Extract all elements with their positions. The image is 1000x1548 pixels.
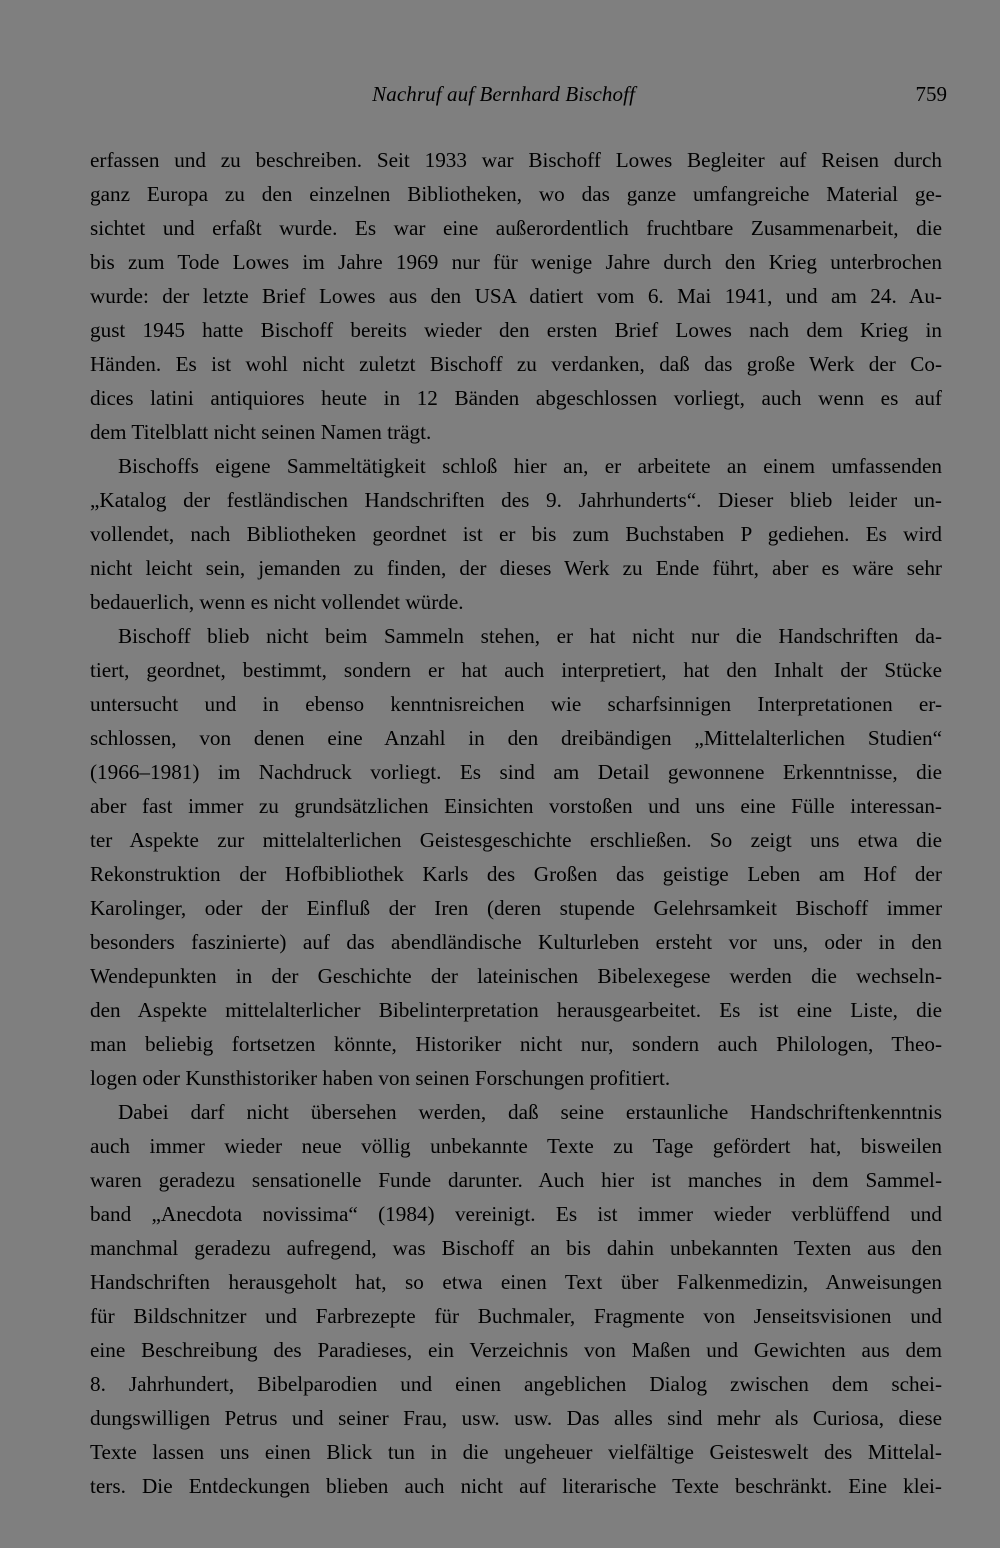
- text-line: vollendet, nach Bibliotheken geordnet ist er bis zum Buchstaben P gediehen. Es wird: [90, 522, 942, 546]
- text-line: Dabei darf nicht übersehen werden, daß seine erstaunliche Handschriftenkenntnis: [118, 1100, 942, 1124]
- text-line: Handschriften herausgeholt hat, so etwa einen Text über Falkenmedizin, Anweisungen: [90, 1270, 942, 1294]
- running-title: Nachruf auf Bernhard Bischoff: [372, 82, 635, 106]
- body-text: [90, 143, 942, 1503]
- page-number: 759: [915, 82, 947, 106]
- text-line: Rekonstruktion der Hofbibliothek Karls des Großen das geistige Leben am Hof der: [90, 862, 942, 886]
- text-line: tiert, geordnet, bestimmt, sondern er hat auch interpretiert, hat den Inhalt der Stücke: [90, 658, 942, 682]
- text-line: bedauerlich, wenn es nicht vollendet würde.: [90, 590, 464, 614]
- text-line: ters. Die Entdeckungen blieben auch nicht auf literarische Texte beschränkt. Eine klei-: [90, 1474, 942, 1498]
- text-line: auch immer wieder neue völlig unbekannte Texte zu Tage gefördert hat, bisweilen: [90, 1134, 942, 1158]
- text-line: besonders faszinierte) auf das abendländische Kulturleben ersteht vor uns, oder in den: [90, 930, 942, 954]
- text-line: waren geradezu sensationelle Funde darunter. Auch hier ist manches in dem Sammel-: [90, 1168, 942, 1192]
- text-line: für Bildschnitzer und Farbrezepte für Buchmaler, Fragmente von Jenseitsvisionen und: [90, 1304, 942, 1328]
- text-line: Texte lassen uns einen Blick tun in die ungeheuer vielfältige Geisteswelt des Mittelal-: [90, 1440, 942, 1464]
- text-line: manchmal geradezu aufregend, was Bischoff an bis dahin unbekannten Texten aus den: [90, 1236, 942, 1260]
- text-line: „Katalog der festländischen Handschriften des 9. Jahrhunderts“. Dieser blieb leider un-: [90, 488, 942, 512]
- text-line: Bischoff blieb nicht beim Sammeln stehen, er hat nicht nur die Handschriften da-: [118, 624, 942, 648]
- text-line: nicht leicht sein, jemanden zu finden, der dieses Werk zu Ende führt, aber es wäre sehr: [90, 556, 942, 580]
- text-line: bis zum Tode Lowes im Jahre 1969 nur für wenige Jahre durch den Krieg unterbrochen: [90, 250, 942, 274]
- text-line: Bischoffs eigene Sammeltätigkeit schloß hier an, er arbeitete an einem umfassenden: [118, 454, 942, 478]
- text-line: dem Titelblatt nicht seinen Namen trägt.: [90, 420, 432, 444]
- text-line: band „Anecdota novissima“ (1984) vereinigt. Es ist immer wieder verblüffend und: [90, 1202, 942, 1226]
- text-line: Karolinger, oder der Einfluß der Iren (deren stupende Gelehrsamkeit Bischoff immer: [90, 896, 942, 920]
- text-line: dices latini antiquiores heute in 12 Bänden abgeschlossen vorliegt, auch wenn es auf: [90, 386, 942, 410]
- text-line: ganz Europa zu den einzelnen Bibliotheken, wo das ganze umfangreiche Material ge-: [90, 182, 942, 206]
- text-line: untersucht und in ebenso kenntnisreichen wie scharfsinnigen Interpretationen er-: [90, 692, 942, 716]
- text-line: man beliebig fortsetzen könnte, Historiker nicht nur, sondern auch Philologen, Theo-: [90, 1032, 942, 1056]
- text-line: gust 1945 hatte Bischoff bereits wieder den ersten Brief Lowes nach dem Krieg in: [90, 318, 942, 342]
- text-line: ter Aspekte zur mittelalterlichen Geistesgeschichte erschließen. So zeigt uns etwa die: [90, 828, 942, 852]
- text-line: erfassen und zu beschreiben. Seit 1933 war Bischoff Lowes Begleiter auf Reisen durch: [90, 148, 942, 172]
- text-line: wurde: der letzte Brief Lowes aus den USA datiert vom 6. Mai 1941, und am 24. Au-: [90, 284, 942, 308]
- text-line: Wendepunkten in der Geschichte der lateinischen Bibelexegese werden die wechseln-: [90, 964, 942, 988]
- text-line: aber fast immer zu grundsätzlichen Einsichten vorstoßen und uns eine Fülle interessan-: [90, 794, 942, 818]
- text-line: sichtet und erfaßt wurde. Es war eine außerordentlich fruchtbare Zusammenarbeit, die: [90, 216, 942, 240]
- text-line: schlossen, von denen eine Anzahl in den dreibändigen „Mittelalterlichen Studien“: [90, 726, 942, 750]
- text-line: den Aspekte mittelalterlicher Bibelinterpretation herausgearbeitet. Es ist eine Liste, die: [90, 998, 942, 1022]
- text-line: Händen. Es ist wohl nicht zuletzt Bischoff zu verdanken, daß das große Werk der Co-: [90, 352, 942, 376]
- text-line: eine Beschreibung des Paradieses, ein Verzeichnis von Maßen und Gewichten aus dem: [90, 1338, 942, 1362]
- text-line: 8. Jahrhundert, Bibelparodien und einen angeblichen Dialog zwischen dem schei-: [90, 1372, 942, 1396]
- text-line: dungswilligen Petrus und seiner Frau, usw. usw. Das alles sind mehr als Curiosa, diese: [90, 1406, 942, 1430]
- text-line: logen oder Kunsthistoriker haben von seinen Forschungen profitiert.: [90, 1066, 671, 1090]
- text-line: (1966–1981) im Nachdruck vorliegt. Es sind am Detail gewonnene Erkenntnisse, die: [90, 760, 942, 784]
- running-head: [90, 82, 947, 112]
